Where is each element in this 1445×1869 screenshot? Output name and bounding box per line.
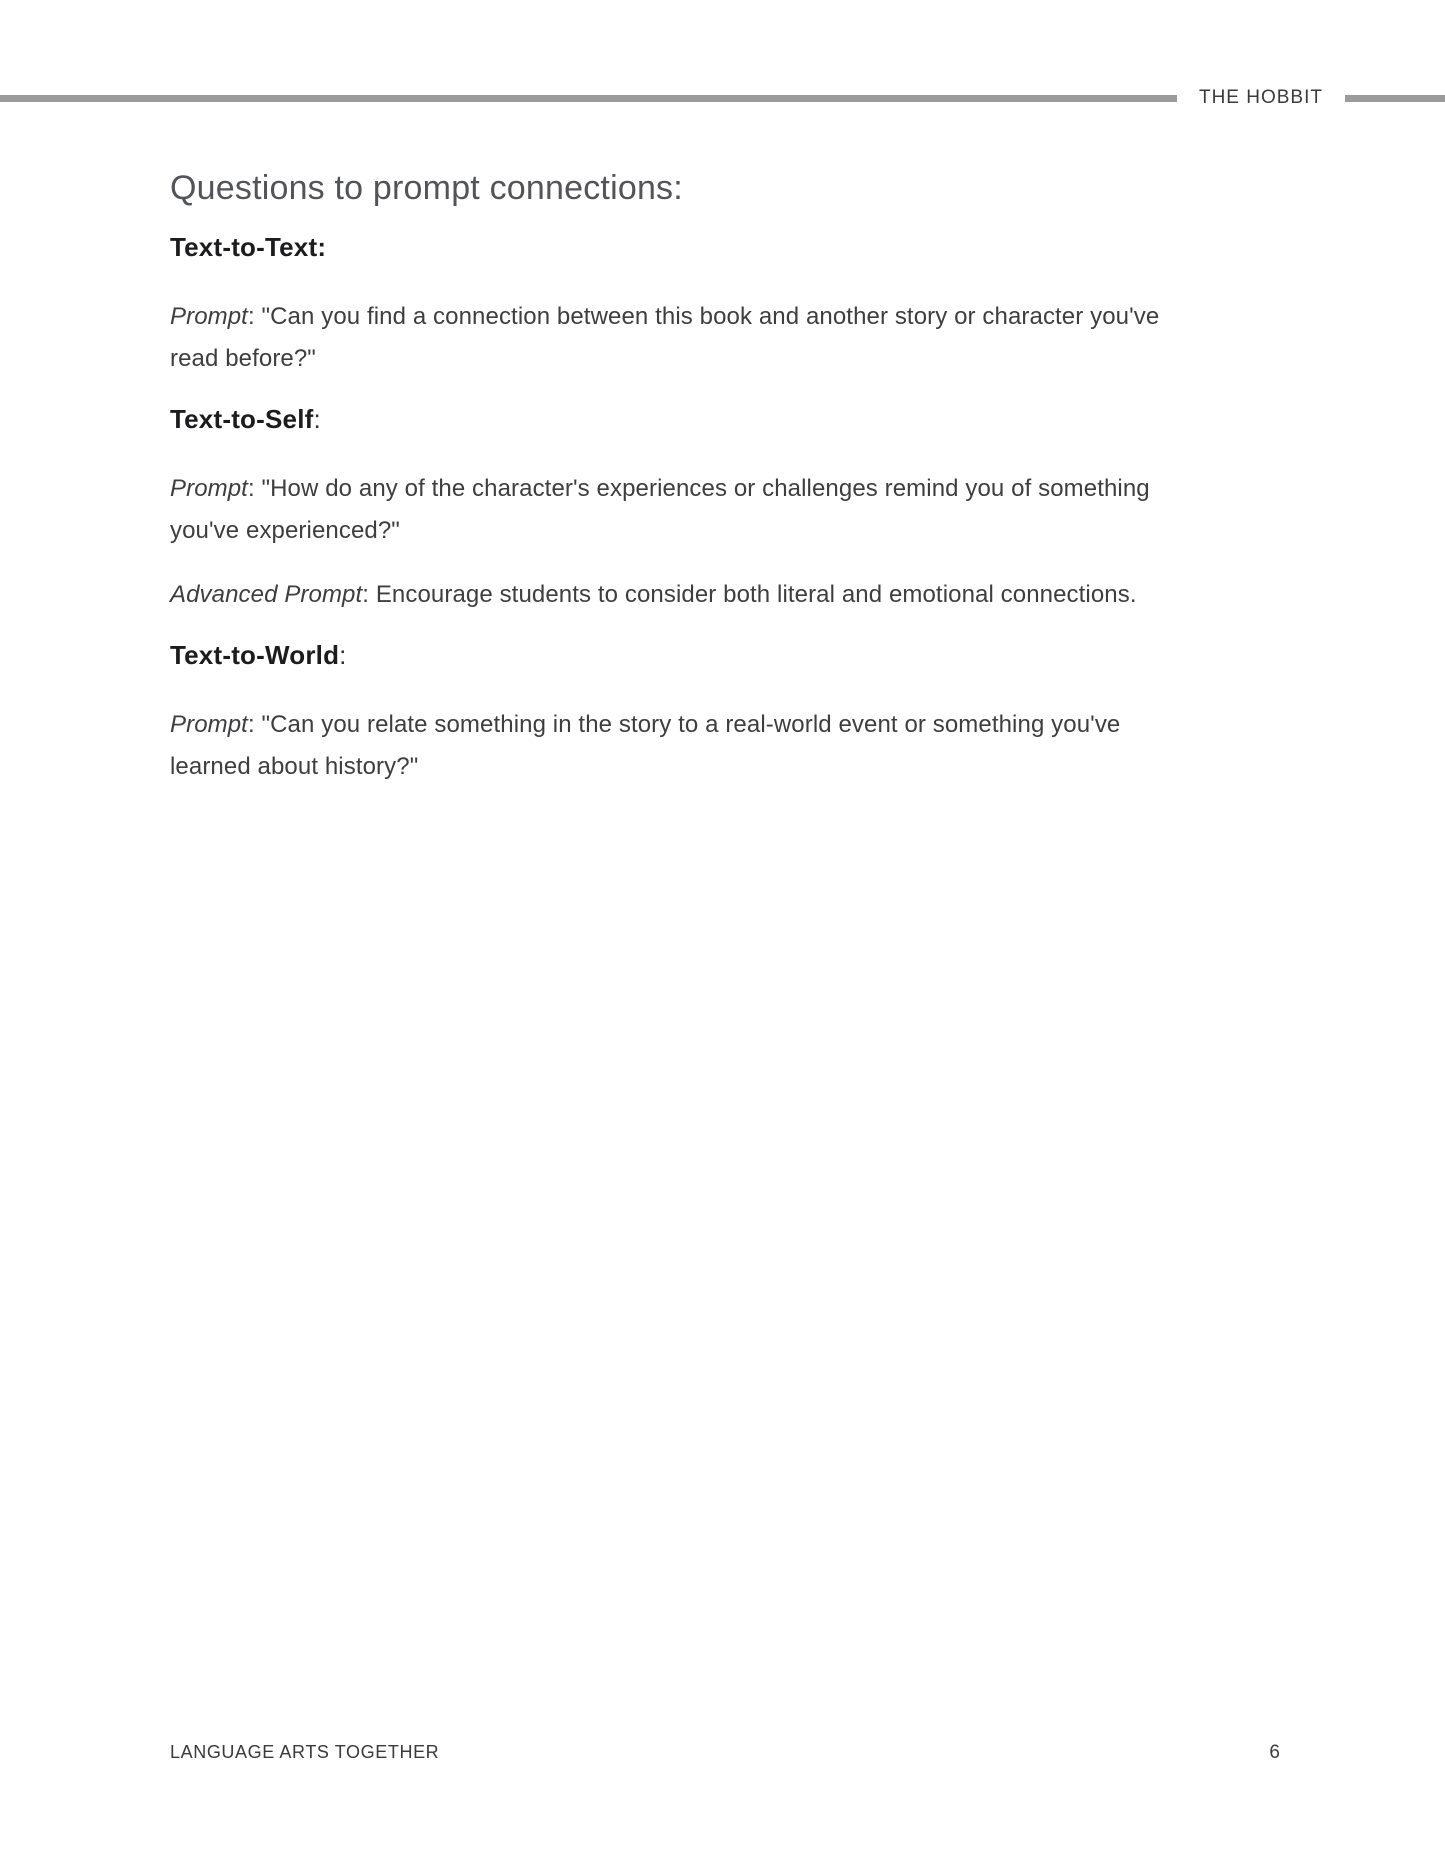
- advanced-prompt-label: Advanced Prompt: [170, 581, 363, 608]
- paragraph-text: : Encourage students to consider both literal and emotional connections.: [362, 581, 1137, 608]
- section-heading-bold-text: Text-to-World: [170, 640, 340, 670]
- prompt-paragraph: [170, 468, 1285, 552]
- paragraph-line: [170, 468, 1285, 510]
- prompt-label: Prompt: [170, 475, 248, 502]
- paragraph-line: [170, 574, 1285, 616]
- section-heading-bold-text: Text-to-Text:: [170, 232, 327, 262]
- paragraph-text: : "Can you relate something in the story to a real-world event or something you've: [247, 711, 1121, 738]
- footer-page-number: 6: [1269, 1742, 1280, 1763]
- header-rule-left: [0, 95, 1177, 102]
- section-heading-text-to-text: [170, 230, 1285, 264]
- paragraph-line: read before?": [170, 345, 316, 372]
- running-head-book-title: THE HOBBIT: [1198, 87, 1323, 108]
- paragraph-text: : "How do any of the character's experiences or challenges remind you of something: [247, 475, 1150, 502]
- advanced-prompt-paragraph: [170, 574, 1285, 616]
- paragraph-line: learned about history?": [170, 753, 419, 780]
- page-content: [170, 168, 1285, 810]
- prompt-paragraph: [170, 296, 1285, 380]
- prompt-paragraph: [170, 704, 1285, 788]
- page-footer: [170, 1742, 1280, 1764]
- section-text-to-self: [170, 402, 1285, 616]
- section-heading-bold-text: Text-to-Self: [170, 404, 314, 434]
- header-rule-right: [1345, 95, 1445, 102]
- section-text-to-text: [170, 230, 1285, 380]
- page-header: [0, 85, 1445, 111]
- section-text-to-world: [170, 638, 1285, 788]
- prompt-label: Prompt: [170, 303, 248, 330]
- section-heading-text-to-self: [170, 402, 1285, 436]
- section-heading-text-to-world: [170, 638, 1285, 672]
- paragraph-line: [170, 704, 1285, 746]
- paragraph-text: : "Can you find a connection between this book and another story or character you've: [247, 303, 1160, 330]
- paragraph-line: [170, 296, 1285, 338]
- page-title: Questions to prompt connections:: [170, 169, 683, 207]
- paragraph-line: you've experienced?": [170, 517, 400, 544]
- footer-publication-name: LANGUAGE ARTS TOGETHER: [170, 1742, 440, 1762]
- section-heading-colon: :: [313, 404, 321, 434]
- section-heading-colon: :: [339, 640, 347, 670]
- prompt-label: Prompt: [170, 711, 248, 738]
